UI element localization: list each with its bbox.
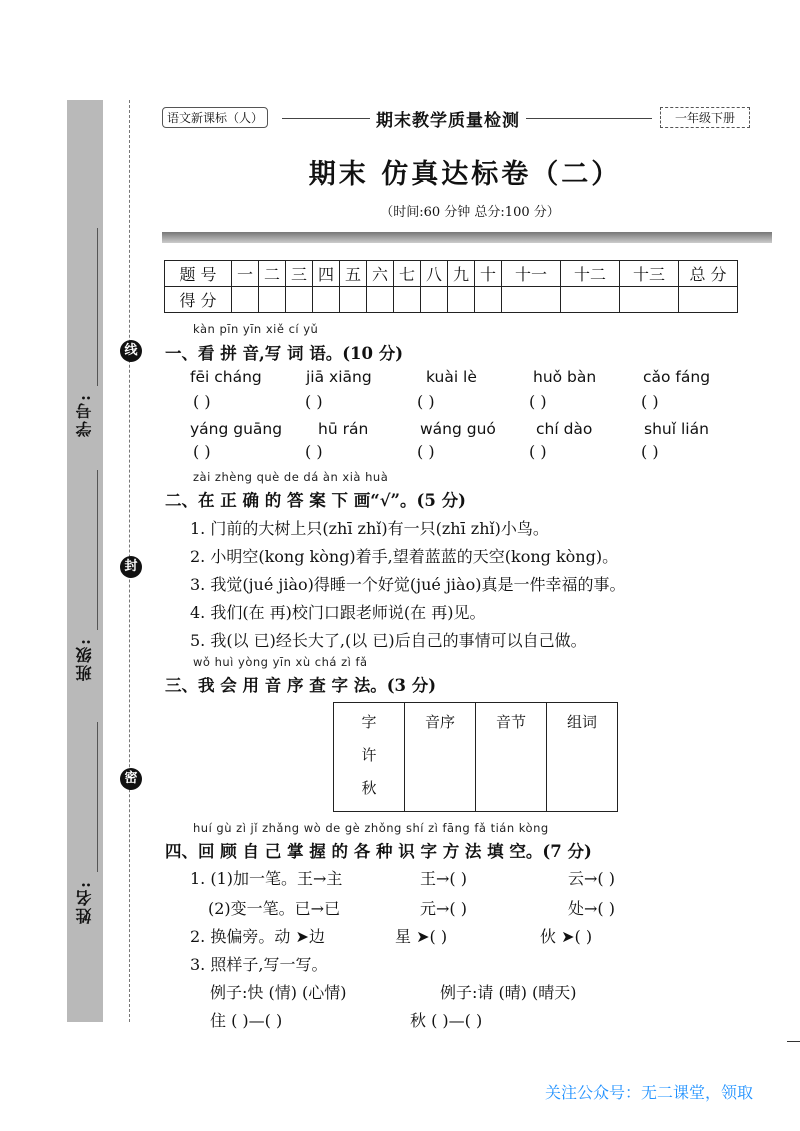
- seal-mark-line: 线: [120, 340, 142, 362]
- answer-blank[interactable]: ( ): [193, 392, 211, 411]
- table-char: 许: [361, 746, 377, 764]
- score-value-row: [165, 287, 738, 313]
- question-item: (2)变一笔。已→已: [208, 899, 341, 918]
- seal-mark-seal: 封: [120, 556, 142, 578]
- fill-blank[interactable]: 处→( ): [568, 899, 615, 918]
- pinyin-word: yáng guāng: [190, 420, 283, 438]
- question-item: 2. 换偏旁。动 ➤边: [190, 927, 325, 946]
- section2-pinyin: zài zhèng què de dá àn xià huà: [193, 470, 389, 484]
- answer-blank[interactable]: ( ): [417, 392, 435, 411]
- banner-title: 期末教学质量检测: [370, 106, 526, 131]
- name-field[interactable]: [97, 722, 98, 872]
- score-header-cell: 十一: [502, 261, 561, 287]
- section3-pinyin: wǒ huì yòng yīn xù chá zì fǎ: [193, 655, 368, 669]
- fill-blank[interactable]: 王→( ): [420, 869, 467, 888]
- pinyin-word: cǎo fáng: [643, 368, 711, 386]
- answer-blank[interactable]: ( ): [305, 442, 323, 461]
- section1-title: 一、看 拼 音,写 词 语。(10 分): [165, 344, 404, 363]
- section4-pinyin: huí gù zì jǐ zhǎng wò de gè zhǒng shí zì fāng fǎ tián kòng: [193, 821, 549, 835]
- score-header-cell: 十: [475, 261, 502, 287]
- divider-bar: [162, 232, 772, 243]
- score-header-cell: 三: [286, 261, 313, 287]
- score-header-cell: 题 号: [165, 261, 232, 287]
- fill-blank[interactable]: 伙 ➤( ): [540, 927, 593, 946]
- score-cell[interactable]: [286, 287, 313, 313]
- question-item: 3. 照样子,写一写。: [190, 955, 328, 974]
- score-header-cell: 十三: [620, 261, 679, 287]
- score-header-cell: 总 分: [679, 261, 738, 287]
- footer-notice: 关注公众号：无二课堂，领取: [545, 1083, 754, 1102]
- fill-blank[interactable]: 住 ( )—( ): [210, 1011, 283, 1030]
- score-header-row: [165, 261, 738, 287]
- score-header-cell: 四: [313, 261, 340, 287]
- question-item[interactable]: 4. 我们(在 再)校门口跟老师说(在 再)见。: [190, 603, 486, 622]
- score-cell[interactable]: [259, 287, 286, 313]
- score-table: [164, 260, 738, 313]
- score-cell[interactable]: [620, 287, 679, 313]
- score-header-cell: 七: [394, 261, 421, 287]
- score-header-cell: 一: [232, 261, 259, 287]
- fill-blank[interactable]: 秋 ( )—( ): [410, 1011, 483, 1030]
- question-item[interactable]: 3. 我觉(jué jiào)得睡一个好觉(jué jiào)真是一件幸福的事。: [190, 575, 626, 594]
- pinyin-word: shuǐ lián: [644, 420, 709, 438]
- student-id-label: 学号:: [75, 393, 94, 437]
- score-cell[interactable]: [448, 287, 475, 313]
- question-item: 1. (1)加一笔。王→主: [190, 869, 343, 888]
- answer-blank[interactable]: ( ): [529, 442, 547, 461]
- fill-blank[interactable]: 云→( ): [568, 869, 615, 888]
- pinyin-word: huǒ bàn: [533, 368, 597, 386]
- student-id-field[interactable]: [97, 228, 98, 386]
- question-item[interactable]: 5. 我(以 已)经长大了,(以 已)后自己的事情可以自己做。: [190, 631, 587, 650]
- score-header-cell: 二: [259, 261, 286, 287]
- score-header-cell: 九: [448, 261, 475, 287]
- score-cell[interactable]: [313, 287, 340, 313]
- pinyin-word: jiā xiāng: [306, 368, 372, 386]
- score-cell[interactable]: [475, 287, 502, 313]
- score-header-cell: 六: [367, 261, 394, 287]
- score-cell[interactable]: [232, 287, 259, 313]
- pinyin-word: wáng guó: [420, 420, 496, 438]
- score-header-cell: 八: [421, 261, 448, 287]
- phonetic-order-table: [333, 702, 618, 812]
- score-cell[interactable]: [340, 287, 367, 313]
- pinyin-word: hū rán: [318, 420, 369, 438]
- section1-pinyin: kàn pīn yīn xiě cí yǔ: [193, 322, 319, 336]
- page-title: 期末 仿真达标卷（二）: [308, 159, 622, 190]
- class-field[interactable]: [97, 470, 98, 630]
- table-header: 字: [361, 713, 377, 731]
- score-cell[interactable]: [421, 287, 448, 313]
- score-cell[interactable]: [502, 287, 561, 313]
- table-header: 组词: [566, 713, 597, 731]
- question-item[interactable]: 2. 小明空(kong kòng)着手,望着蓝蓝的天空(kong kòng)。: [190, 547, 619, 566]
- grade-tag: 一年级下册: [660, 107, 750, 128]
- answer-blank[interactable]: ( ): [641, 392, 659, 411]
- section2-title: 二、在 正 确 的 答 案 下 画“√”。(5 分): [165, 491, 466, 510]
- pinyin-word: chí dào: [536, 420, 593, 438]
- pinyin-word: kuài lè: [426, 368, 477, 386]
- edge-mark: [787, 1041, 800, 1042]
- example-text: 例子:快 (情) (心情): [210, 983, 347, 1002]
- subject-tag: 语文新课标（人）: [162, 107, 268, 128]
- fill-blank[interactable]: 元→( ): [420, 899, 467, 918]
- table-char: 秋: [361, 779, 377, 797]
- score-cell[interactable]: [561, 287, 620, 313]
- pinyin-word: fēi cháng: [190, 368, 262, 386]
- score-header-cell: 十二: [561, 261, 620, 287]
- score-row-label: 得 分: [165, 287, 232, 313]
- answer-blank[interactable]: ( ): [417, 442, 435, 461]
- table-header: 音序: [424, 713, 455, 731]
- example-text: 例子:请 (晴) (晴天): [440, 983, 577, 1002]
- score-cell[interactable]: [394, 287, 421, 313]
- answer-blank[interactable]: ( ): [305, 392, 323, 411]
- answer-blank[interactable]: ( ): [193, 442, 211, 461]
- score-cell[interactable]: [367, 287, 394, 313]
- table-header: 音节: [495, 713, 526, 731]
- seal-mark-secret: 密: [120, 768, 142, 790]
- question-item[interactable]: 1. 门前的大树上只(zhī zhǐ)有一只(zhī zhǐ)小鸟。: [190, 519, 549, 538]
- fill-blank[interactable]: 星 ➤( ): [395, 927, 448, 946]
- section3-title: 三、我 会 用 音 序 查 字 法。(3 分): [165, 676, 437, 695]
- answer-blank[interactable]: ( ): [641, 442, 659, 461]
- section4-title: 四、回 顾 自 己 掌 握 的 各 种 识 字 方 法 填 空。(7 分): [165, 842, 592, 861]
- answer-blank[interactable]: ( ): [529, 392, 547, 411]
- exam-info: （时间:60 分钟 总分:100 分）: [380, 205, 560, 220]
- score-cell[interactable]: [679, 287, 738, 313]
- score-header-cell: 五: [340, 261, 367, 287]
- name-label: 姓名:: [75, 880, 94, 924]
- class-label: 班级:: [75, 637, 94, 681]
